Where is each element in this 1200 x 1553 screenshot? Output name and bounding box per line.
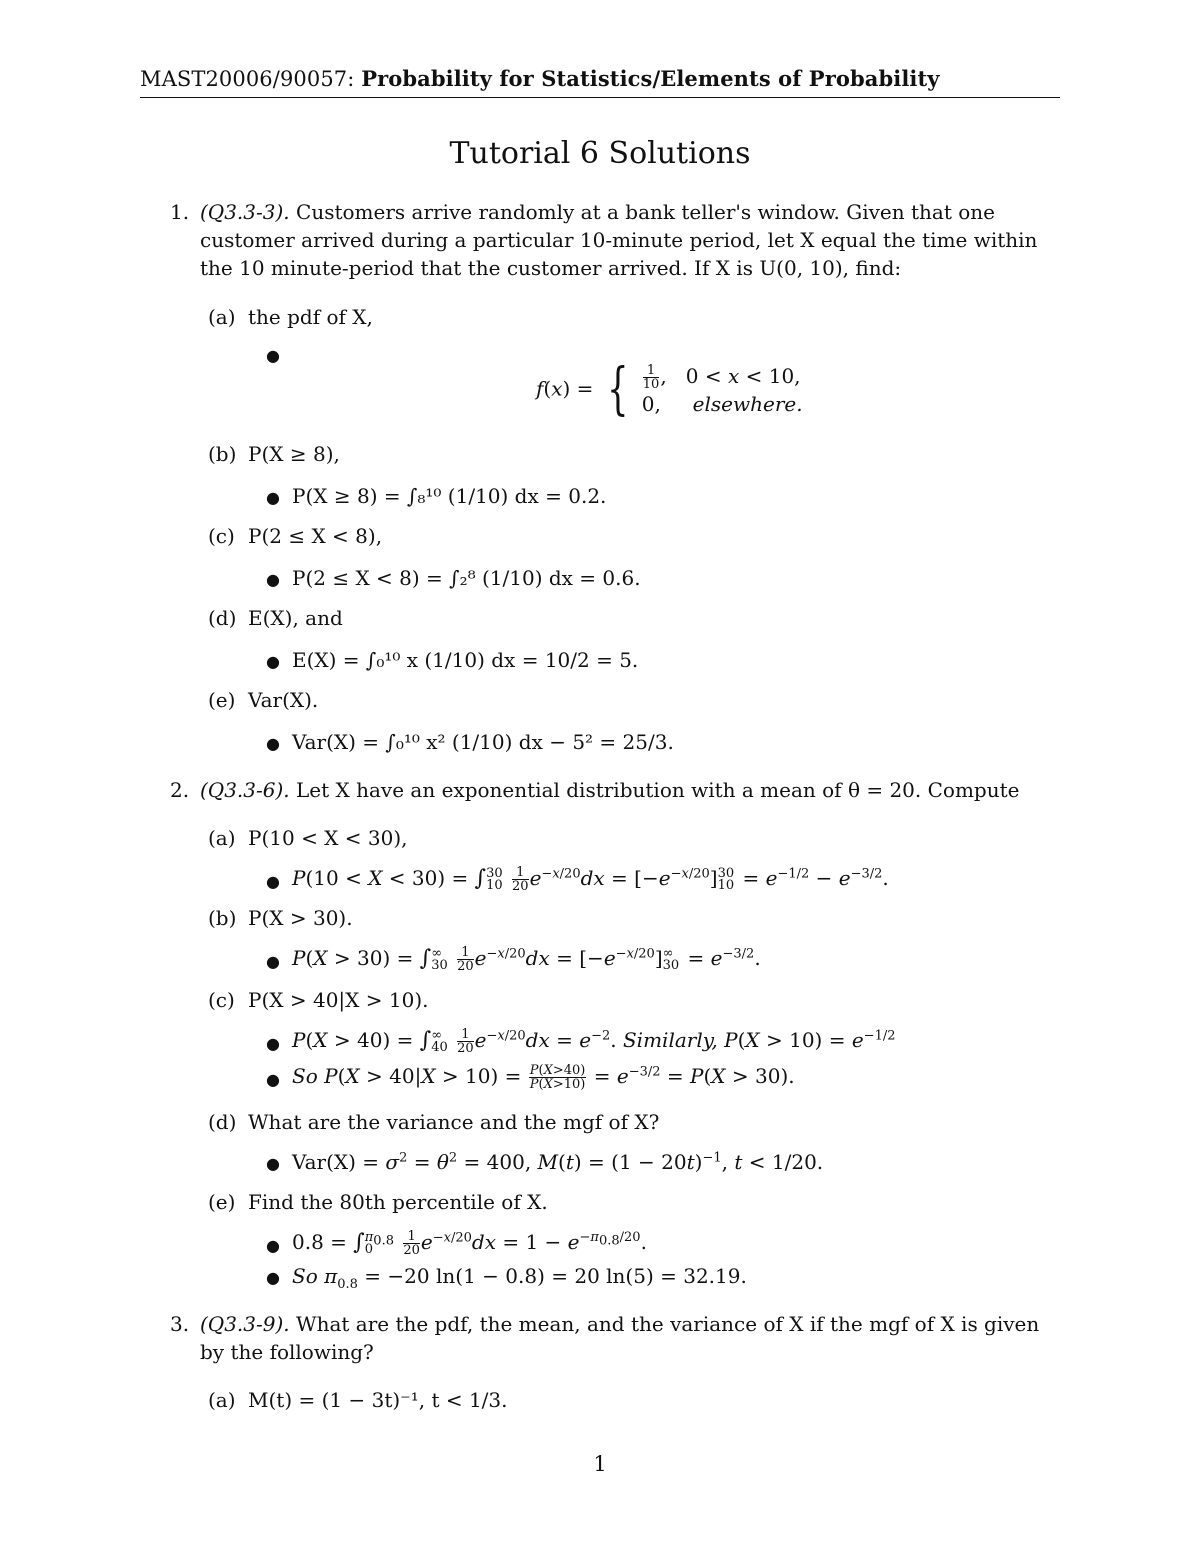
bullet-icon: ● <box>266 734 280 753</box>
q3-ref: (Q3.3-9). <box>200 1312 290 1336</box>
q2b-solution: P(X > 30) = ∫ ∞ 30 $\frac{1}{20}$ $e^{-x/20}dx = [-e^{-x/20}]$ ∞ 30 = $e^{-3/2}$. <box>292 945 761 974</box>
q1c-solution: P(2 ≤ X < 8) = ∫₂⁸ (1/10) dx = 0.6. <box>292 566 641 590</box>
q2b-label: (b) <box>208 906 237 930</box>
q1a-label: (a) <box>208 305 236 329</box>
q1e-label: (e) <box>208 688 236 712</box>
q2-number: 2. <box>170 778 190 802</box>
q2a-solution: P(10 < X < 30) = ∫ 30 10 $\frac{1}{20}$ $e^{-x/20}dx = [-e^{-x/20}]$ 30 10 = $e^{-1/2} - e^{-3/2}$. <box>292 865 889 894</box>
q1e-solution: Var(X) = ∫₀¹⁰ x² (1/10) dx − 5² = 25/3. <box>292 730 674 754</box>
q2c-label: (c) <box>208 988 235 1012</box>
pdf-formula: f(x) = { $\frac{1}{10}$ , 0 < x < 10, 0, elsewhere. <box>536 357 803 422</box>
q3a-text: M(t) = (1 − 3t)⁻¹, t < 1/3. <box>248 1388 508 1412</box>
page-number: 1 <box>593 1452 607 1476</box>
brace-icon: { <box>606 357 629 422</box>
q2a-text: P(10 < X < 30), <box>248 826 408 850</box>
q1-ref: (Q3.3-3). <box>200 200 290 224</box>
q3-line1-text: What are the pdf, the mean, and the variance of X if the mgf of X is given <box>289 1312 1040 1336</box>
q1d-label: (d) <box>208 606 237 630</box>
q2e-text: Find the 80th percentile of X. <box>248 1190 548 1214</box>
bullet-icon: ● <box>266 652 280 671</box>
q3-line2: by the following? <box>200 1340 374 1364</box>
q1a-text: the pdf of X, <box>248 305 373 329</box>
q1-line2: customer arrived during a particular 10-minute period, let X equal the time within <box>200 228 1038 252</box>
q1b-text: P(X ≥ 8), <box>248 442 340 466</box>
q1c-label: (c) <box>208 524 235 548</box>
header-rule <box>140 97 1060 98</box>
q1-line1-text: Customers arrive randomly at a bank teller's window. Given that one <box>289 200 995 224</box>
course-name: Probability for Statistics/Elements of Probability <box>361 66 940 91</box>
bullet-icon: ● <box>266 1236 280 1255</box>
q2b-text: P(X > 30). <box>248 906 353 930</box>
bullet-icon: ● <box>266 1034 280 1053</box>
bullet-icon: ● <box>266 1268 280 1287</box>
page-header <box>140 66 1060 91</box>
q2e-solution-2: So $\pi_{0.8} = -20$ ln(1 − 0.8) = 20 ln(5) = 32.19. <box>292 1264 747 1292</box>
bullet-icon: ● <box>266 570 280 589</box>
bullet-icon: ● <box>266 488 280 507</box>
q1d-text: E(X), and <box>248 606 343 630</box>
page-title: Tutorial 6 Solutions <box>449 136 751 171</box>
q3-line1 <box>200 1312 1039 1336</box>
q1c-text: P(2 ≤ X < 8), <box>248 524 383 548</box>
course-code: MAST20006/90057: <box>140 67 355 91</box>
q2d-label: (d) <box>208 1110 237 1134</box>
q2a-label: (a) <box>208 826 236 850</box>
q1-line3: the 10 minute-period that the customer arrived. If X is U(0, 10), find: <box>200 256 902 280</box>
q3a-label: (a) <box>208 1388 236 1412</box>
q1b-label: (b) <box>208 442 237 466</box>
bullet-icon: ● <box>266 346 280 365</box>
bullet-icon: ● <box>266 1070 280 1089</box>
q1e-text: Var(X). <box>248 688 319 712</box>
q2e-solution-1: 0.8 = ∫ $\pi_{0.8}$ 0 $\frac{1}{20}$ $e^{-x/20}dx = 1 - e^{-\pi_{0.8}/20}$. <box>292 1229 647 1258</box>
q2e-label: (e) <box>208 1190 236 1214</box>
bullet-icon: ● <box>266 952 280 971</box>
q1-number: 1. <box>170 200 190 224</box>
q2d-text: What are the variance and the mgf of X? <box>248 1110 660 1134</box>
q2d-solution: $Var(X) = \sigma^2 = \theta^2 = 400$, $M(t) = (1 - 20t)^{-1}$, t < 1/20. <box>292 1150 824 1174</box>
q2c-text: P(X > 40|X > 10). <box>248 988 429 1012</box>
q2-intro <box>200 778 1019 802</box>
q2c-solution-2: So P(X > 40|X > 10) = $\frac{P(X>40)}{P(X>10)}$ = $e^{-3/2} = P(X > 30)$. <box>292 1063 795 1092</box>
q2-ref: (Q3.3-6). <box>200 778 290 802</box>
q2c-solution-1: P(X > 40) = ∫ ∞ 40 $\frac{1}{20}$ $e^{-x/20}dx = e^{-2}$. Similarly, $P(X > 10) = e^{-1/2}$ <box>292 1027 896 1056</box>
q2-intro-text: Let X have an exponential distribution with a mean of θ = 20. Compute <box>289 778 1020 802</box>
bullet-icon: ● <box>266 872 280 891</box>
q3-number: 3. <box>170 1312 190 1336</box>
q1d-solution: E(X) = ∫₀¹⁰ x (1/10) dx = 10/2 = 5. <box>292 648 639 672</box>
q1-line1 <box>200 200 995 224</box>
bullet-icon: ● <box>266 1154 280 1173</box>
q1b-solution: P(X ≥ 8) = ∫₈¹⁰ (1/10) dx = 0.2. <box>292 484 607 508</box>
